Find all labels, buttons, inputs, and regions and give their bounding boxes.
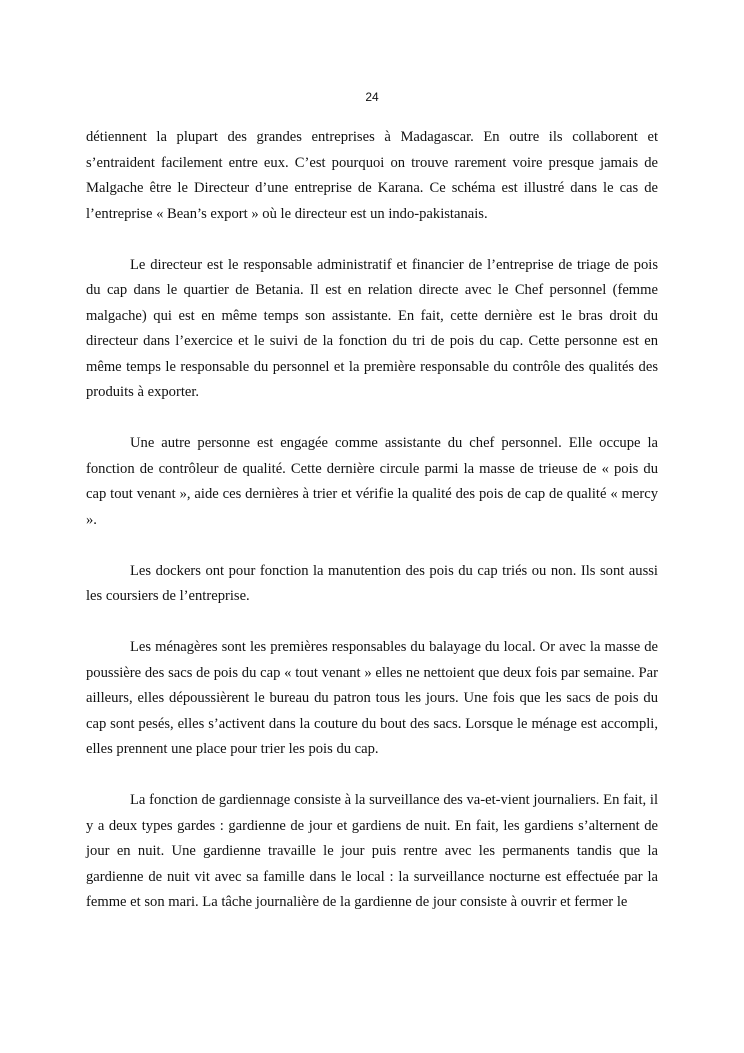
paragraph-menageres: Les ménagères sont les premières responsables du balayage du local. Or avec la masse de poussière des sacs de pois du cap « tout venant » elles ne nettoient que deux fois par semaine. Par ailleurs, elles dépoussièrent le bureau du patron tous les jours. Une fois que les sacs de pois du cap sont pesés, elles s’activent dans la couture du bout des sacs. Lorsque le ménage est accompli, elles prennent une place pour trier les pois du cap. [86, 639, 658, 757]
paragraph-continuation: détiennent la plupart des grandes entreprises à Madagascar. En outre ils collaborent et s’entraident facilement entre eux. C’est pourquoi on trouve rarement voire presque jamais de Malgache être le Directeur d’une entreprise de Karana. Ce schéma est illustré dans le cas de l’entreprise « Bean’s export » où le directeur est un indo-pakistanais. [86, 129, 658, 222]
document-body [86, 125, 658, 941]
paragraph-assistante: Une autre personne est engagée comme assistante du chef personnel. Elle occupe la fonction de contrôleur de qualité. Cette dernière circule parmi la masse de trieuse de « pois du cap tout venant », aide ces dernières à trier et vérifie la qualité des pois de cap de qualité « mercy ». [86, 435, 658, 528]
page-number: 24 [365, 90, 379, 104]
paragraph-dockers: Les dockers ont pour fonction la manutention des pois du cap triés ou non. Ils sont aussi les coursiers de l’entreprise. [86, 562, 658, 604]
paragraph-directeur: Le directeur est le responsable administratif et financier de l’entreprise de triage de pois du cap dans le quartier de Betania. Il est en relation directe avec le Chef personnel (femme malgache) qui est en même temps son assistante. En fait, cette dernière est le bras droit du directeur dans l’exercice et le suivi de la fonction du tri de pois du cap. Cette personne est en même temps le responsable du personnel et la première responsable du contrôle des qualités des produits à exporter. [86, 256, 658, 400]
paragraph-gardiennage: La fonction de gardiennage consiste à la surveillance des va-et-vient journaliers. En fait, il y a deux types gardes : gardienne de jour et gardiens de nuit. En fait, les gardiens s’alternent de jour en nuit. Une gardienne travaille le jour puis rentre avec les permanents tandis que la gardienne de nuit vit avec sa famille dans le local : la surveillance nocturne est effectuée par la femme et son mari. La tâche journalière de la gardienne de jour consiste à ouvrir et fermer le [86, 792, 658, 910]
